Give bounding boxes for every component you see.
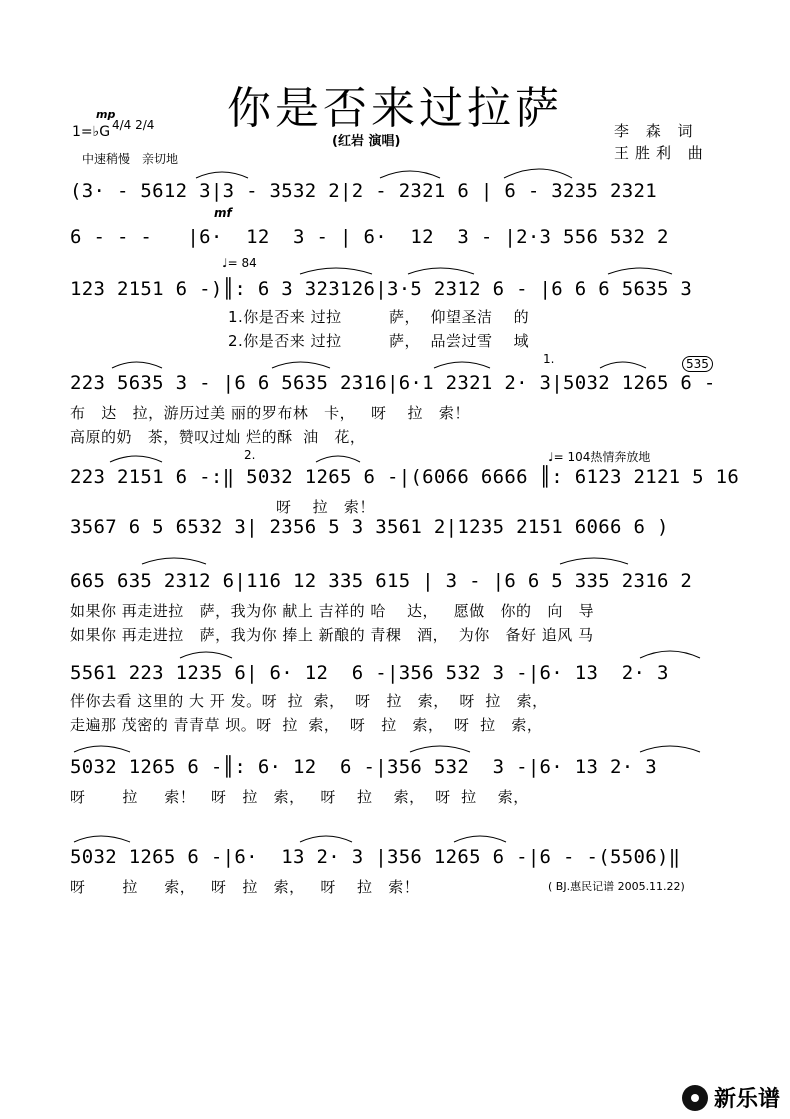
lyrics-line5: 呀 拉 索！ [276,498,375,516]
slur-arc [74,746,130,752]
music-system-7: 665 635 2312 6|116 12 335 615 | 3 - |6 6 5 335 2316 2 [70,570,693,592]
lyrics-line4-verse2: 高原的奶 茶，赞叹过灿 烂的酥 油 花， [70,428,366,446]
time-signature: 4/4 2/4 [112,118,155,132]
slur-arc [300,836,352,842]
slur-arc [410,746,470,752]
slur-arc [504,169,572,178]
transcriber-note: ( BJ.惠民记谱 2005.11.22) [548,880,685,893]
music-system-10: 5032 1265 6 -|6· 13 2· 3 |356 1265 6 -|6 - -(5506)‖ [70,846,681,868]
lyrics-line8-verse2: 走遍那 茂密的 青青草 坝。呀 拉 索， 呀 拉 索， 呀 拉 索， [70,716,543,734]
key-signature: 1=♭G [72,124,111,140]
slur-arc [110,456,162,462]
slur-arc [600,362,646,368]
tempo-84: ♩= 84 [222,256,257,270]
music-system-9: 5032 1265 6 -║: 6· 12 6 -|356 532 3 -|6· 13 2· 3 [70,756,657,778]
slur-arc [272,362,330,368]
annotation-535: 535 [682,356,713,372]
composer-credit: 王胜利 曲 [614,144,709,162]
music-system-1: (3· - 5612 3|3 - 3532 2|2 - 2321 6 | 6 - 3235 2321 [70,180,657,202]
volta-2: 2. [244,448,256,462]
tempo-104: ♩= 104热情奔放地 [548,450,651,464]
slur-arc [300,268,372,274]
slur-arc [454,836,506,842]
lyrics-line8-verse1: 伴你去看 这里的 大 开 发。呀 拉 索， 呀 拉 索， 呀 拉 索， [70,692,548,710]
dynamic-mp: mp [96,108,116,121]
slur-arc [560,558,628,564]
slur-arc [434,362,490,368]
slur-arc [196,172,248,178]
music-system-4: 223 5635 3 - |6 6 5635 2316|6·1 2321 2· 3|5032 1265 6 - [70,372,716,394]
slur-arc [408,268,474,274]
slur-arc [380,171,440,178]
music-system-5: 223 2151 6 -:‖ 5032 1265 6 -|(6066 6666 ║: 6123 2121 5 16 [70,466,740,488]
lyrics-line7-verse2: 如果你 再走进拉 萨，我为你 捧上 新酿的 青稞 酒， 为你 备好 追风 马 [70,626,594,644]
music-system-3: 123 2151 6 -)║: 6 3 323126|3·5 2312 6 - |6 6 6 5635 3 [70,278,693,300]
lyrics-line10: 呀 拉 索， 呀 拉 索， 呀 拉 索！ [70,878,420,896]
slur-arc [74,836,130,842]
lyrics-line9: 呀 拉 索！ 呀 拉 索， 呀 拉 索， 呀 拉 索， [70,788,529,806]
page-title: 你是否来过拉萨 [227,83,563,134]
performer-label: (红岩 演唱) [332,134,401,149]
lyrics-line3-verse1: 1.你是否来 过拉 萨， 仰望圣洁 的 [228,308,530,326]
slur-arc [142,558,206,564]
lyrics-line4-verse1: 布 达 拉，游历过美 丽的罗布林 卡， 呀 拉 索！ [70,404,470,422]
slur-arc [640,651,700,658]
lyrics-line7-verse1: 如果你 再走进拉 萨，我为你 献上 吉祥的 哈 达， 愿做 你的 向 导 [70,602,595,620]
volta-1: 1. [543,352,555,366]
music-system-2: 6 - - - |6· 12 3 - | 6· 12 3 - |2·3 556 532 2 [70,226,669,248]
slur-arc [112,362,162,368]
disc-icon [682,1085,708,1111]
lyrics-line3-verse2: 2.你是否来 过拉 萨， 品尝过雪 域 [228,332,530,350]
slur-arc [640,746,700,752]
site-logo [682,1082,780,1113]
logo-text: 新乐谱 [713,1087,780,1112]
slur-arc [316,456,360,462]
music-system-8: 5561 223 1235 6| 6· 12 6 -|356 532 3 -|6· 13 2· 3 [70,662,669,684]
tempo-marking: 中速稍慢 亲切地 [82,152,179,166]
music-system-6: 3567 6 5 6532 3| 2356 5 3 3561 2|1235 2151 6066 6 ) [70,516,669,538]
slur-arc [608,268,672,274]
lyricist-credit: 李 森 词 [614,122,699,140]
slur-arc [180,652,232,658]
dynamic-mf: mf [214,206,232,220]
